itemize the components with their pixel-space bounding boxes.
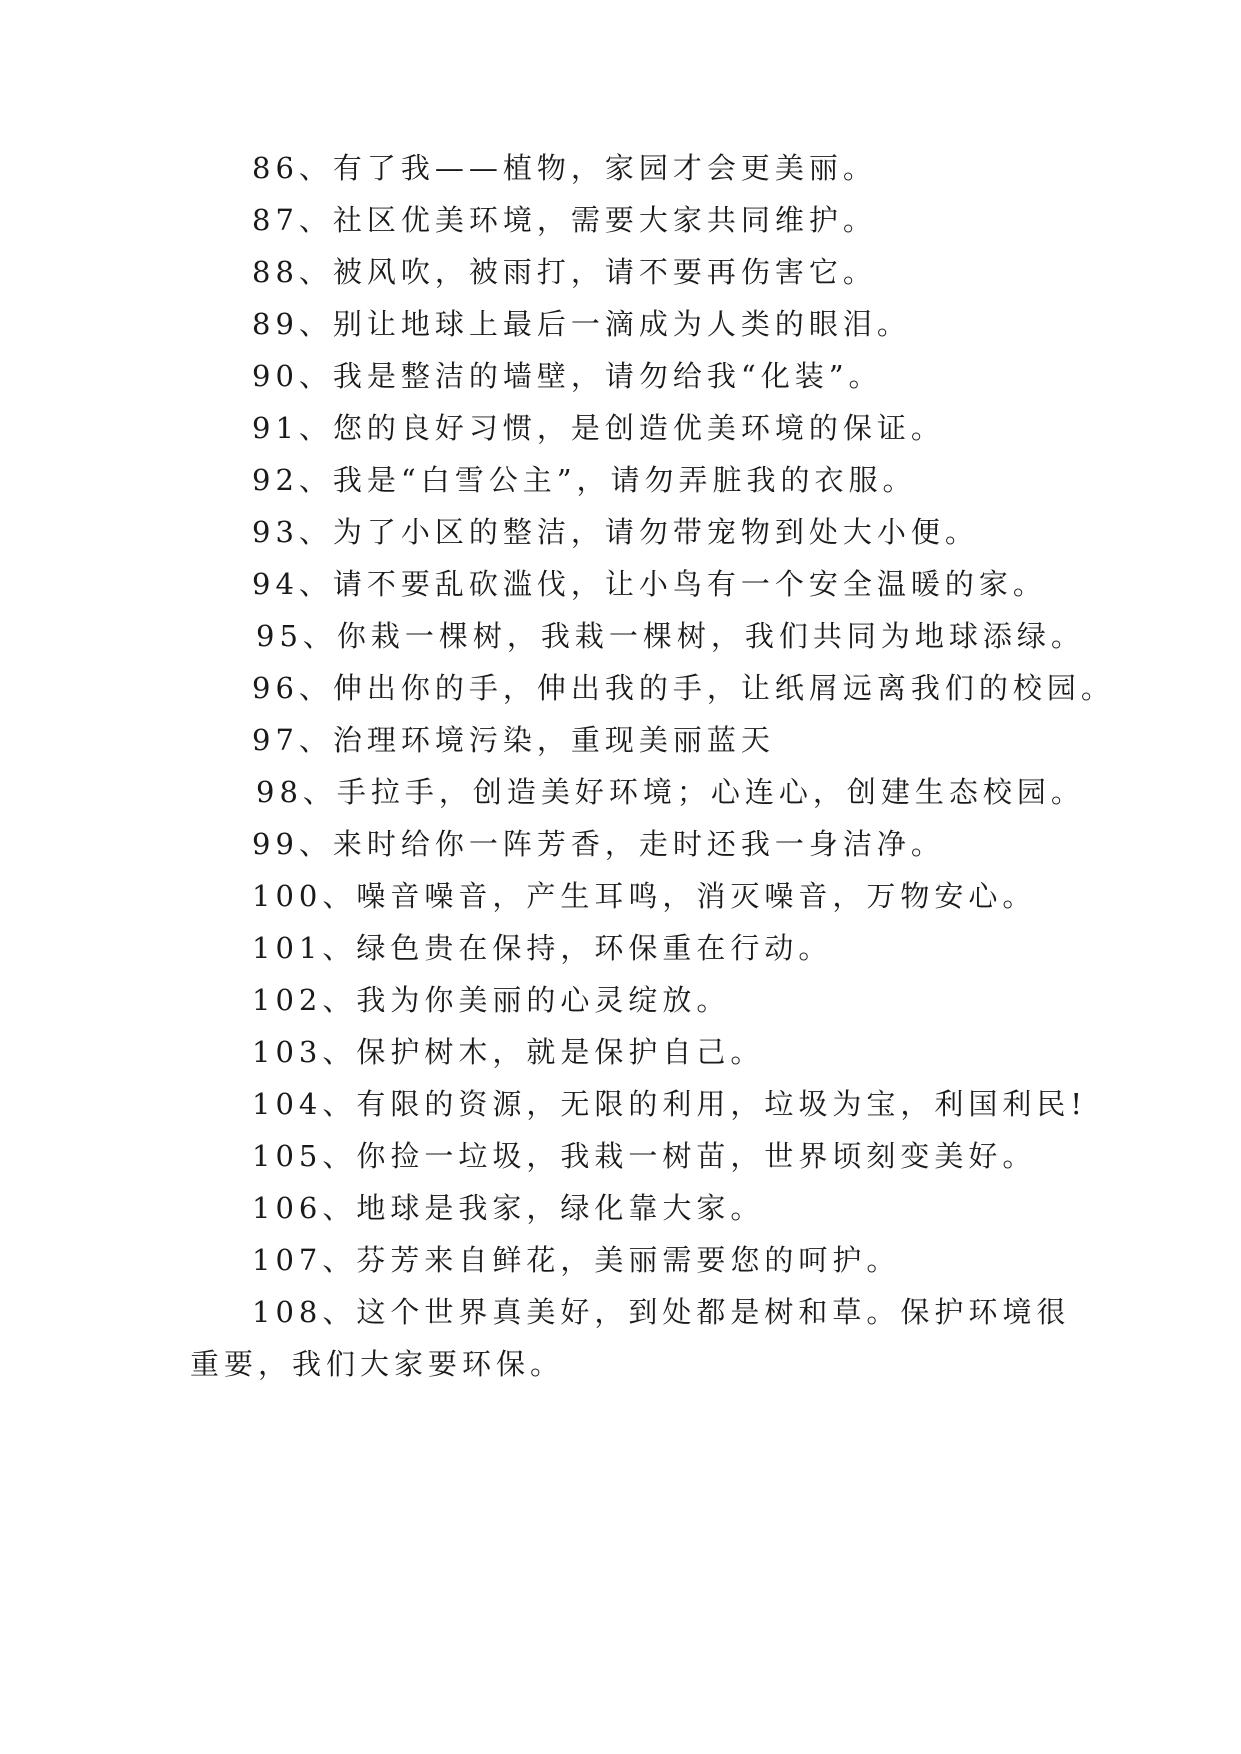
slogan-line-108: 108、这个世界真美好，到处都是树和草。保护环境很 (252, 1295, 1071, 1329)
slogan-line-101: 101、绿色贵在保持，环保重在行动。 (252, 931, 833, 965)
slogan-line-96: 96、伸出你的手，伸出我的手，让纸屑远离我们的校园。 (252, 671, 1115, 705)
slogan-line-91: 91、您的良好习惯，是创造优美环境的保证。 (252, 411, 945, 445)
slogan-line-89: 89、别让地球上最后一滴成为人类的眼泪。 (252, 307, 911, 341)
slogan-line-99: 99、来时给你一阵芳香，走时还我一身洁净。 (252, 827, 945, 861)
slogan-line-93: 93、为了小区的整洁，请勿带宠物到处大小便。 (252, 515, 979, 549)
slogan-line-87: 87、社区优美环境，需要大家共同维护。 (252, 203, 877, 237)
slogan-line-105: 105、你捡一垃圾，我栽一树苗，世界顷刻变美好。 (252, 1139, 1037, 1173)
slogan-line-90: 90、我是整洁的墙壁，请勿给我“化装”。 (252, 359, 883, 393)
slogan-line-86: 86、有了我——植物，家园才会更美丽。 (252, 151, 877, 185)
slogan-line-95: 95、你栽一棵树，我栽一棵树，我们共同为地球添绿。 (256, 619, 1085, 653)
slogan-line-102: 102、我为你美丽的心灵绽放。 (252, 983, 731, 1017)
slogan-line-107: 107、芬芳来自鲜花，美丽需要您的呵护。 (252, 1243, 901, 1277)
slogan-line-106: 106、地球是我家，绿化靠大家。 (252, 1191, 765, 1225)
slogan-line-108-continued: 重要，我们大家要环保。 (190, 1347, 565, 1381)
slogan-line-98: 98、手拉手，创造美好环境；心连心，创建生态校园。 (256, 775, 1085, 809)
slogan-line-92: 92、我是“白雪公主”，请勿弄脏我的衣服。 (252, 463, 917, 497)
slogan-line-88: 88、被风吹，被雨打，请不要再伤害它。 (252, 255, 877, 289)
slogan-line-103: 103、保护树木，就是保护自己。 (252, 1035, 765, 1069)
slogan-line-94: 94、请不要乱砍滥伐，让小鸟有一个安全温暖的家。 (252, 567, 1047, 601)
slogan-line-100: 100、噪音噪音，产生耳鸣，消灭噪音，万物安心。 (252, 879, 1037, 913)
slogan-line-104: 104、有限的资源，无限的利用，垃圾为宝，利国利民! (252, 1087, 1088, 1121)
slogan-line-97: 97、治理环境污染，重现美丽蓝天 (252, 723, 775, 757)
